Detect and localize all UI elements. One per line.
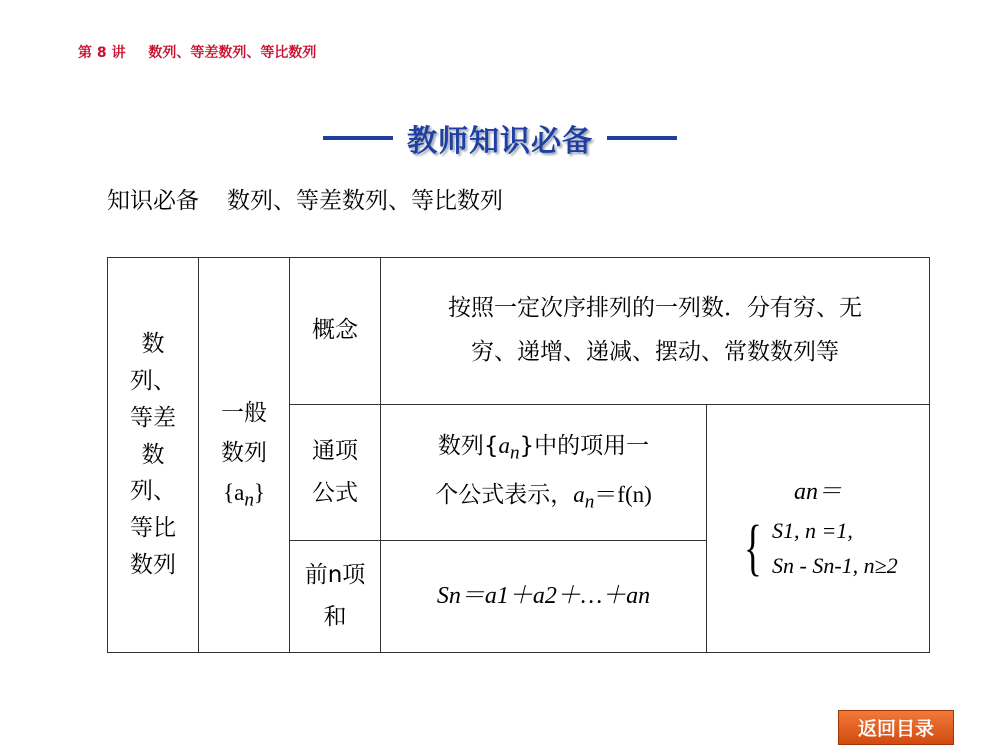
piecewise-cases	[738, 513, 898, 583]
title-dash-right	[607, 136, 677, 140]
partial-sum-label: 前n项 和	[290, 541, 381, 653]
an-formula-cell	[707, 405, 930, 653]
back-to-contents-button[interactable]: 返回目录	[838, 710, 954, 745]
title-dash-left	[323, 136, 393, 140]
concept-line: 按照一定次序排列的一列数．分有穷、无	[448, 295, 862, 322]
general-line: 一般	[221, 399, 267, 426]
category-cell	[108, 258, 199, 653]
subtitle	[107, 182, 503, 215]
left-brace-icon: {	[744, 514, 763, 583]
lesson-header	[78, 42, 316, 62]
general-set: $\{a_n\}$	[223, 480, 265, 511]
general-term-line2: 个公式表示，$a_n=f(n)$	[435, 481, 652, 513]
concept-line: 穷、递增、递减、摆动、常数数列等	[471, 339, 839, 365]
case-line-1: S1, n =1,	[772, 517, 853, 543]
category-line: 列、	[130, 478, 176, 505]
general-term-text	[381, 405, 707, 541]
lesson-topic: 数列、等差数列、等比数列	[148, 45, 317, 61]
concept-text	[381, 258, 930, 405]
general-term-line1: 数列$\{a_n\}$中的项用一	[437, 433, 650, 465]
category-line: 数列	[130, 551, 176, 578]
general-sequence-cell	[199, 258, 290, 653]
general-line: 数列	[221, 439, 267, 466]
partial-sum-formula: Sn＝a1＋a2＋…＋an	[381, 541, 707, 653]
category-line: 等差	[130, 404, 176, 431]
concept-label: 概念	[290, 258, 381, 405]
category-line: 数	[141, 441, 165, 468]
an-formula	[738, 474, 898, 584]
lesson-number: 第 8 讲	[78, 45, 126, 61]
subtitle-topic: 数列、等差数列、等比数列	[227, 188, 503, 214]
category-line: 列、	[130, 368, 176, 394]
an-lhs: an＝	[794, 478, 842, 505]
case-line-2: Sn - Sn-1, n≥2	[772, 553, 898, 579]
category-line: 等比	[130, 515, 176, 542]
section-title	[0, 116, 1000, 160]
knowledge-table	[107, 257, 930, 653]
section-title-text: 教师知识必备	[407, 124, 593, 159]
subtitle-label: 知识必备	[107, 188, 199, 214]
category-line: 数	[141, 331, 165, 358]
general-term-label: 通项 公式	[290, 405, 381, 541]
